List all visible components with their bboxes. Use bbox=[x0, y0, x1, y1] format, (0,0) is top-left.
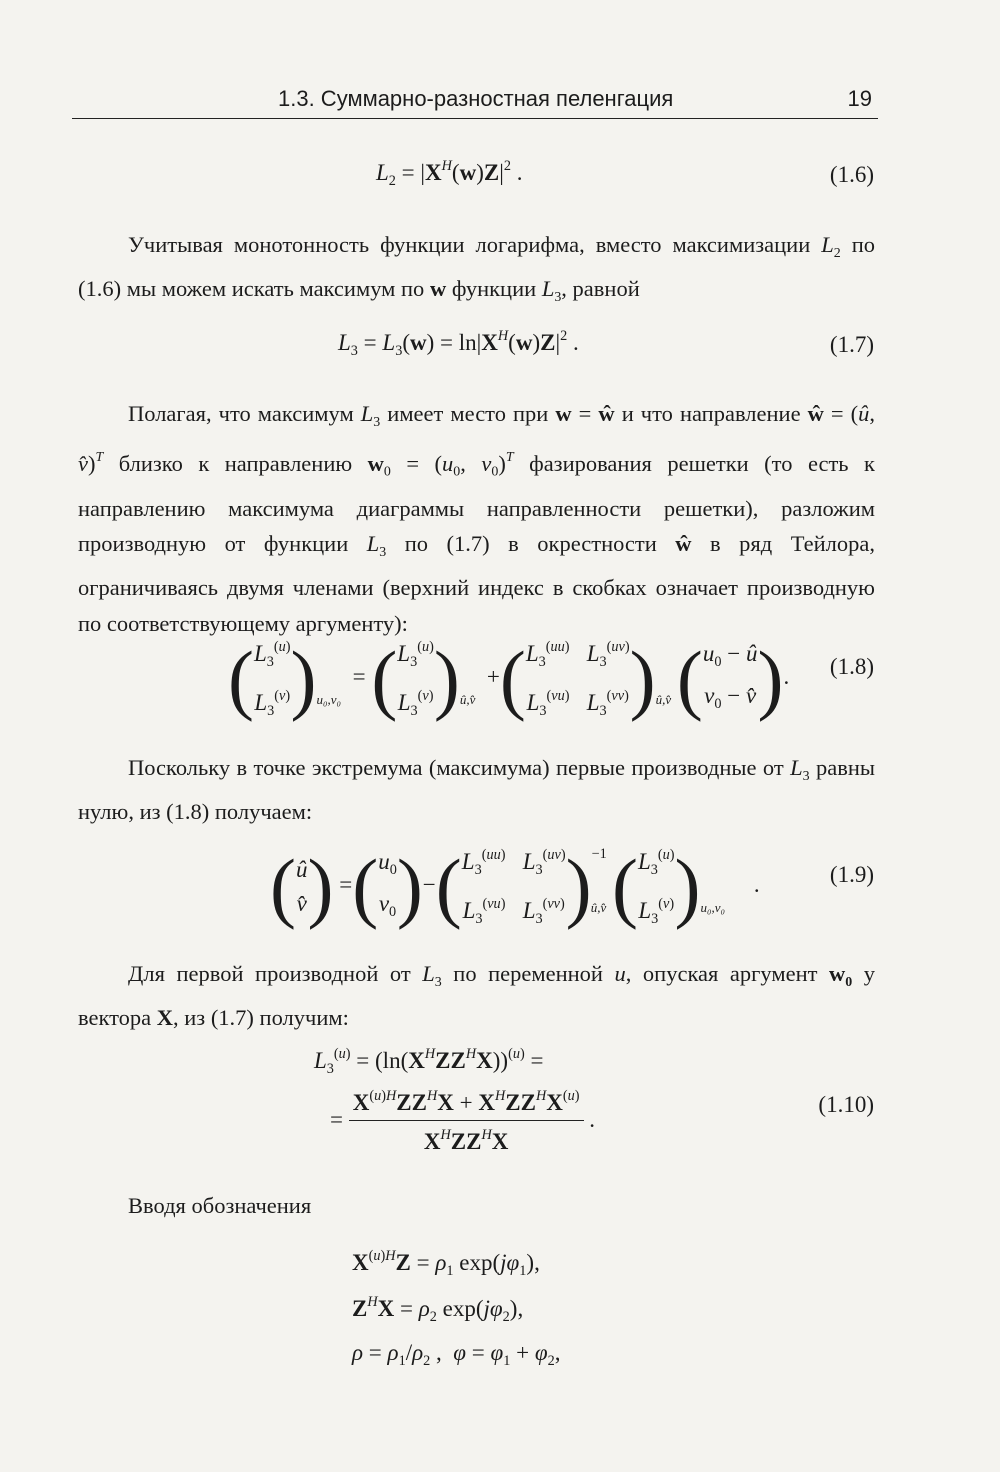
paragraph-text: Полагая, что максимум bbox=[128, 401, 361, 426]
page-number: 19 bbox=[847, 86, 872, 111]
paragraph-text: по (1.6) мы можем искать максимум по bbox=[78, 232, 875, 302]
paragraph-text: и что направление bbox=[614, 401, 808, 426]
equation-1-7: $L_3 = L_3(w) = \ln|X^H(w)Z|^2$ . bbox=[338, 328, 579, 359]
definition-line-1: $X^{(u)H}Z = \rho_1$ $\exp(j\varphi_1)$, bbox=[352, 1248, 540, 1279]
paragraph-text: Учитывая монотонность функции логарифма, вместо максимизации bbox=[128, 232, 822, 257]
equation-number-1-8: (1.8) bbox=[829, 654, 874, 679]
equation-number-1-9: (1.9) bbox=[829, 862, 874, 887]
paragraph-text: по (1.7) в окрестности bbox=[386, 531, 676, 556]
chapter-section-title: 1.3. Суммарно-разностная пеленгация bbox=[278, 86, 674, 111]
paragraph-text: у вектора bbox=[78, 961, 876, 1031]
equation-1-9: ( û v̂ ) =( $u_0$ $v_0$ )−( $L_3^{(uu)}$ $L_3^{(uv)}$ $L_3^{(vu)}$ $L_3^{(vv)}$ )$^{-1}_{û,v̂}$ ( $L_3^{(u)}$ $L_3^{(v)}$ )$_{u_0,v_0}$ . bbox=[270, 842, 760, 930]
paragraph-text: имеет место при bbox=[380, 401, 556, 426]
paragraph-text: , опуская аргумент bbox=[625, 961, 829, 986]
paragraph-text: Вводя обозначения bbox=[128, 1193, 312, 1218]
paragraph-4: Для первой производной от $L_3$ по переменной u, опуская аргумент $w_0$ у вектора X, из (1.7) получим: bbox=[78, 961, 876, 1031]
paragraph-text: в ряд Тейлора, ограничиваясь двумя членами (верхний индекс в скобках означает производную по соответствующему аргументу): bbox=[78, 531, 875, 636]
paragraph-5 bbox=[78, 1188, 875, 1224]
paragraph-text: по переменной bbox=[441, 961, 615, 986]
paragraph-text: , из (1.7) получим: bbox=[173, 1005, 349, 1031]
equation-number-1-10: (1.10) bbox=[818, 1092, 874, 1117]
paragraph-text: Для первой производной от bbox=[128, 961, 423, 986]
paragraph-3: Поскольку в точке экстремума (максимума) первые производные от $L_3$ равны нулю, из (1.8) получаем: bbox=[78, 755, 875, 825]
equation-number-1-6: (1.6) bbox=[829, 162, 874, 187]
equation-number-1-7: (1.7) bbox=[829, 332, 874, 357]
paragraph-text: функции bbox=[446, 276, 542, 302]
definition-line-3: $\rho = \rho_1/\rho_2$ , $\varphi = \varphi_1 + \varphi_2$, bbox=[352, 1340, 561, 1369]
paragraph-text: , равной bbox=[561, 276, 640, 302]
equation-1-10-line-1: $L_3^{(u)} = (\ln(X^HZZ^HX))^{(u)}$ = bbox=[314, 1046, 544, 1077]
equation-1-8: ( $L_3^{(u)}$ $L_3^{(v)}$ )$_{u_0,v_0}$ = ( $L_3^{(u)}$ $L_3^{(v)}$ )$_{û,v̂}$ +( $L_3^{(uu)}$ $L_3^{(uv)}$ $L_3^{(vu)}$ $L_3^{(vv)}$ )$_{û,v̂}$ ( $u_0$ − û $v_0$ − v̂ ). bbox=[228, 634, 790, 722]
paragraph-text: равны нулю, из (1.8) получаем: bbox=[78, 755, 875, 825]
paragraph-text: Поскольку в точке экстремума (максимума) первые производные от bbox=[128, 755, 791, 780]
paragraph-text: близко к направлению bbox=[103, 451, 368, 477]
running-header bbox=[72, 86, 878, 119]
definition-line-2: $Z^HX = \rho_2$ $\exp(j\varphi_2)$, bbox=[352, 1294, 524, 1325]
paragraph-2: Полагая, что максимум $L_3$ имеет место при w = ŵ и что направление ŵ = (û, v̂)$^T$ близко к направлению $w_0 = (u_0$, $v_0)^T$ фазирования решетки (то есть к направлению максимума диаграммы направленности решетки), разложим производную от функции $L_3$ по (1.7) в окрестности ŵ в ряд Тейлора, ограничиваясь двумя членами (верхний индекс в скобках означает производную по соответствующему аргументу): bbox=[78, 401, 876, 636]
paragraph-1: Учитывая монотонность функции логарифма, вместо максимизации $L_2$ по (1.6) мы можем искать максимум по w функции $L_3$, равной bbox=[78, 232, 875, 306]
paragraph-text: фазирования решетки (то есть к направлению максимума диаграммы направленности решетки), разложим производную от функции bbox=[78, 451, 875, 556]
equation-1-10-line-2: = $\frac{X^{(u)H}ZZ^HX + X^HZZ^HX^{(u)}}{X^HZZ^HX}$ . bbox=[330, 1088, 596, 1154]
equation-1-6: $L_2 = |X^H(w)Z|^2$ . bbox=[376, 158, 523, 189]
